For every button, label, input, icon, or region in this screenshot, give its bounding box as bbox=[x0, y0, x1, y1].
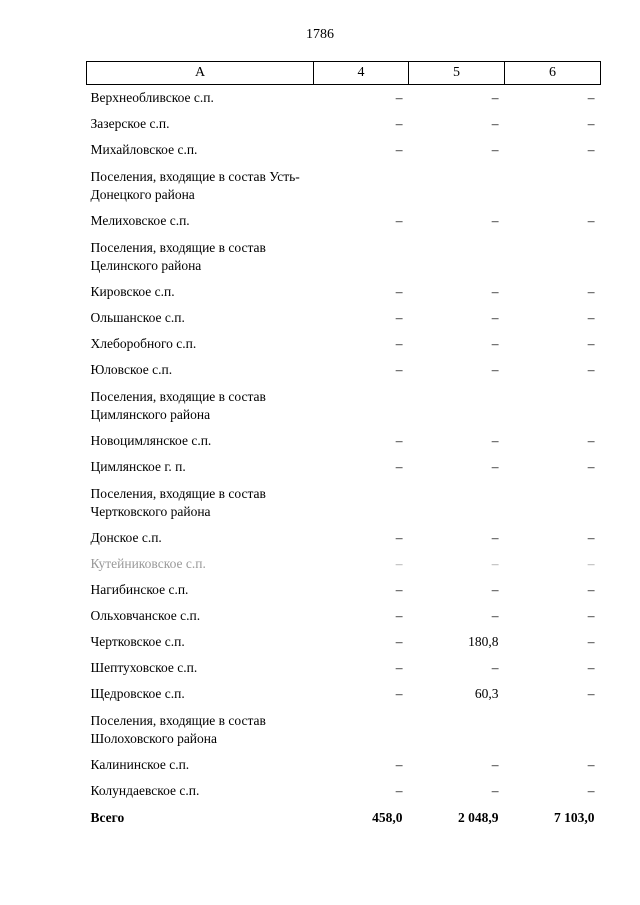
cell-col-4: – bbox=[395, 362, 403, 377]
row-name: Шептуховское с.п. bbox=[90, 660, 198, 675]
row-name: Щедровское с.п. bbox=[90, 686, 185, 701]
total-row bbox=[87, 804, 601, 832]
cell-col-6: – bbox=[587, 213, 595, 228]
cell-col-5: 60,3 bbox=[474, 686, 499, 701]
cell-col-6: – bbox=[587, 433, 595, 448]
header-col-a: А bbox=[87, 62, 314, 85]
row-name: Колундаевское с.п. bbox=[90, 783, 200, 798]
cell-col-6: – bbox=[587, 90, 595, 105]
table-row bbox=[87, 454, 601, 480]
total-col-6: 7 103,0 bbox=[554, 810, 595, 825]
row-name: Нагибинское с.п. bbox=[90, 582, 189, 597]
cell-col-4: – bbox=[395, 336, 403, 351]
cell-col-4 bbox=[314, 383, 409, 428]
cell-col-5: – bbox=[491, 530, 499, 545]
cell-col-6: – bbox=[587, 634, 595, 649]
cell-col-6: – bbox=[587, 142, 595, 157]
row-name: Новоцимлянское с.п. bbox=[90, 433, 212, 448]
cell-col-5: 180,8 bbox=[468, 634, 499, 649]
cell-col-4: – bbox=[395, 686, 403, 701]
table-row bbox=[87, 305, 601, 331]
cell-col-6: – bbox=[587, 459, 595, 474]
row-name: Чертковское с.п. bbox=[90, 634, 185, 649]
cell-col-5 bbox=[409, 234, 505, 279]
cell-col-6: – bbox=[587, 116, 595, 131]
cell-col-5: – bbox=[491, 556, 499, 571]
cell-col-4 bbox=[314, 480, 409, 525]
table-row bbox=[87, 752, 601, 778]
cell-col-5 bbox=[409, 383, 505, 428]
row-name: Зазерское с.п. bbox=[90, 116, 170, 131]
cell-col-5: – bbox=[491, 582, 499, 597]
table-body bbox=[87, 85, 601, 833]
cell-col-4 bbox=[314, 163, 409, 208]
cell-col-5: – bbox=[491, 433, 499, 448]
cell-col-5: – bbox=[491, 90, 499, 105]
cell-col-6: – bbox=[587, 556, 595, 571]
cell-col-6: – bbox=[587, 284, 595, 299]
cell-col-4: – bbox=[395, 213, 403, 228]
cell-col-6: – bbox=[587, 310, 595, 325]
table-row bbox=[87, 778, 601, 804]
page-number: 1786 bbox=[306, 27, 334, 42]
table-row bbox=[87, 577, 601, 603]
cell-col-6 bbox=[505, 234, 601, 279]
table-row bbox=[87, 279, 601, 305]
cell-col-4: – bbox=[395, 783, 403, 798]
row-name: Кутейниковское с.п. bbox=[90, 556, 206, 571]
row-name: Калининское с.п. bbox=[90, 757, 190, 772]
cell-col-4: – bbox=[395, 310, 403, 325]
table-row bbox=[87, 551, 601, 577]
cell-col-4: – bbox=[395, 116, 403, 131]
cell-col-5: – bbox=[491, 459, 499, 474]
cell-col-5 bbox=[409, 707, 505, 752]
cell-col-6: – bbox=[587, 686, 595, 701]
cell-col-5: – bbox=[491, 284, 499, 299]
cell-col-6: – bbox=[587, 582, 595, 597]
row-name: Кировское с.п. bbox=[90, 284, 175, 299]
cell-col-6: – bbox=[587, 783, 595, 798]
cell-col-4: – bbox=[395, 608, 403, 623]
group-row bbox=[87, 383, 601, 428]
cell-col-4: – bbox=[395, 660, 403, 675]
total-col-5: 2 048,9 bbox=[458, 810, 499, 825]
row-name: Ольховчанское с.п. bbox=[90, 608, 201, 623]
cell-col-6 bbox=[505, 163, 601, 208]
row-name: Донское с.п. bbox=[90, 530, 162, 545]
total-col-4: 458,0 bbox=[372, 810, 403, 825]
group-row bbox=[87, 163, 601, 208]
cell-col-4: – bbox=[395, 459, 403, 474]
cell-col-6 bbox=[505, 480, 601, 525]
cell-col-5: – bbox=[491, 213, 499, 228]
table-row bbox=[87, 603, 601, 629]
row-name: Поселения, входящие в состав Целинского района bbox=[90, 239, 266, 273]
table-row bbox=[87, 208, 601, 234]
row-name: Мелиховское с.п. bbox=[90, 213, 190, 228]
cell-col-4: – bbox=[395, 582, 403, 597]
cell-col-5: – bbox=[491, 608, 499, 623]
table-row bbox=[87, 331, 601, 357]
table-header bbox=[87, 62, 601, 85]
cell-col-4: – bbox=[395, 142, 403, 157]
cell-col-5: – bbox=[491, 310, 499, 325]
cell-col-6: – bbox=[587, 336, 595, 351]
header-col-5: 5 bbox=[409, 62, 505, 85]
cell-col-4 bbox=[314, 234, 409, 279]
row-name: Поселения, входящие в состав Шолоховского района bbox=[90, 712, 266, 746]
cell-col-5: – bbox=[491, 142, 499, 157]
table-row bbox=[87, 629, 601, 655]
budget-table bbox=[86, 61, 601, 832]
cell-col-6: – bbox=[587, 660, 595, 675]
table-row bbox=[87, 85, 601, 112]
row-name: Хлеборобного с.п. bbox=[90, 336, 197, 351]
total-label: Всего bbox=[90, 810, 125, 825]
row-name: Юловское с.п. bbox=[90, 362, 173, 377]
row-name: Цимлянское г. п. bbox=[90, 459, 186, 474]
cell-col-5: – bbox=[491, 660, 499, 675]
cell-col-4: – bbox=[395, 634, 403, 649]
cell-col-5: – bbox=[491, 362, 499, 377]
row-name: Верхнеобливское с.п. bbox=[90, 90, 214, 105]
row-name: Поселения, входящие в состав Усть-Донецкого района bbox=[90, 168, 300, 202]
cell-col-4: – bbox=[395, 757, 403, 772]
table-row bbox=[87, 428, 601, 454]
row-name: Ольшанское с.п. bbox=[90, 310, 185, 325]
group-row bbox=[87, 480, 601, 525]
cell-col-5: – bbox=[491, 783, 499, 798]
row-name: Поселения, входящие в состав Цимлянского района bbox=[90, 388, 266, 422]
cell-col-4: – bbox=[395, 90, 403, 105]
row-name: Поселения, входящие в состав Чертковского района bbox=[90, 485, 266, 519]
header-col-6: 6 bbox=[505, 62, 601, 85]
group-row bbox=[87, 707, 601, 752]
table-row bbox=[87, 137, 601, 163]
cell-col-6 bbox=[505, 707, 601, 752]
table-row bbox=[87, 111, 601, 137]
cell-col-4: – bbox=[395, 556, 403, 571]
cell-col-6: – bbox=[587, 530, 595, 545]
cell-col-4: – bbox=[395, 530, 403, 545]
table-row bbox=[87, 681, 601, 707]
header-col-4: 4 bbox=[314, 62, 409, 85]
table-row bbox=[87, 525, 601, 551]
cell-col-5: – bbox=[491, 336, 499, 351]
cell-col-6: – bbox=[587, 362, 595, 377]
cell-col-6 bbox=[505, 383, 601, 428]
cell-col-6: – bbox=[587, 757, 595, 772]
group-row bbox=[87, 234, 601, 279]
cell-col-5: – bbox=[491, 757, 499, 772]
cell-col-4: – bbox=[395, 433, 403, 448]
row-name: Михайловское с.п. bbox=[90, 142, 198, 157]
cell-col-6: – bbox=[587, 608, 595, 623]
cell-col-5: – bbox=[491, 116, 499, 131]
cell-col-4 bbox=[314, 707, 409, 752]
cell-col-5 bbox=[409, 480, 505, 525]
cell-col-5 bbox=[409, 163, 505, 208]
table-row bbox=[87, 357, 601, 383]
table-row bbox=[87, 655, 601, 681]
cell-col-4: – bbox=[395, 284, 403, 299]
